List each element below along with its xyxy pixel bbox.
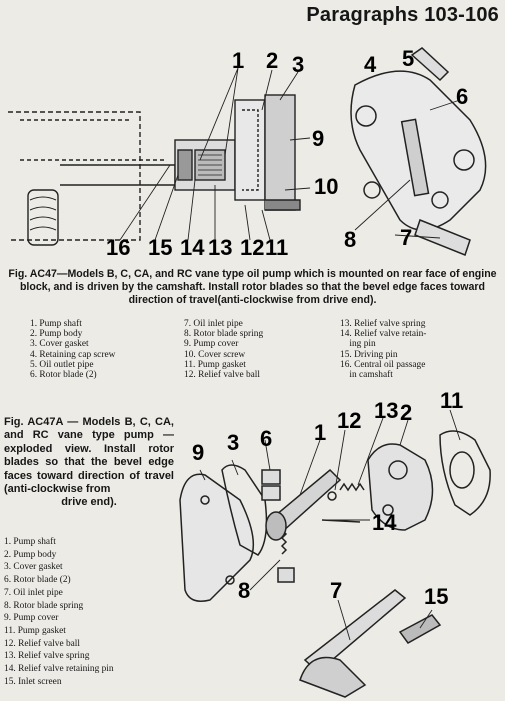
relief-valve-spring	[340, 484, 364, 490]
callout-12: 12	[337, 408, 362, 433]
part-item: 13. Relief valve spring	[340, 319, 426, 329]
rotor-blade	[278, 568, 294, 582]
callout-2: 2	[400, 400, 413, 425]
callout-7: 7	[330, 578, 343, 603]
part-item: 16. Central oil passage	[340, 359, 426, 370]
parts-list-col1	[30, 319, 115, 380]
part-item: 11. Pump gasket	[184, 359, 246, 370]
callout-1: 1	[232, 48, 245, 73]
pump-gasket	[440, 431, 490, 515]
callout-2: 2	[266, 48, 279, 73]
part-item: 8. Rotor blade spring	[4, 600, 84, 611]
part-item: 12. Relief valve ball	[4, 638, 81, 649]
part-item: 9. Pump cover	[4, 613, 59, 624]
callout-5: 5	[402, 46, 415, 71]
part-item: 11. Pump gasket	[4, 625, 66, 636]
callout-3: 3	[227, 430, 240, 455]
figure-ac47-drawing	[0, 40, 505, 265]
pump-end-view	[351, 48, 486, 255]
part-item: 5. Oil outlet pipe	[30, 359, 94, 370]
figure-ac47-caption: Fig. AC47—Models B, C, CA, and RC vane type oil pump which is mounted on rear face of engine block, and is driven by the camshaft. Install rotor blades so that the bevel edge faces toward direction of travel(anti-clockwise from drive end).	[8, 268, 497, 306]
callout-10: 10	[314, 174, 339, 199]
part-item: 1. Pump shaft	[4, 537, 56, 547]
rotor-blade	[262, 486, 280, 500]
parts-list-col3	[340, 319, 426, 380]
part-item: 6. Rotor blade (2)	[4, 575, 71, 586]
part-item: 1. Pump shaft	[30, 319, 82, 329]
inlet-screen	[400, 615, 440, 643]
part-item: 2. Pump body	[30, 329, 83, 340]
callout-8: 8	[238, 578, 251, 603]
page-header: Paragraphs 103-106	[306, 4, 499, 26]
part-item: 14. Relief valve retain-	[340, 329, 427, 340]
callout-4: 4	[364, 52, 377, 77]
parts-list-col2	[184, 319, 263, 380]
callout-3: 3	[292, 52, 305, 77]
callout-14: 14	[372, 510, 397, 535]
relief-valve-ball	[328, 492, 336, 500]
part-item: 15. Inlet screen	[4, 676, 62, 687]
part-item: 12. Relief valve ball	[184, 370, 261, 381]
part-item: 15. Driving pin	[340, 349, 398, 360]
callout-6: 6	[260, 426, 273, 451]
callout-7: 7	[400, 225, 413, 250]
figure-ac47a-exploded-drawing	[170, 380, 505, 701]
callout-15: 15	[424, 584, 449, 609]
callout-14: 14	[180, 235, 205, 260]
pump-cover-side	[265, 95, 295, 210]
part-item: 9. Pump cover	[184, 339, 239, 350]
part-item: 10. Cover screw	[184, 349, 246, 360]
callout-9: 9	[312, 126, 325, 151]
rotor-blade	[262, 470, 280, 484]
callout-8: 8	[344, 227, 357, 252]
part-item: 7. Oil inlet pipe	[184, 319, 243, 329]
callout-11: 11	[440, 388, 464, 413]
part-item: 2. Pump body	[4, 549, 57, 560]
part-item: 4. Retaining cap screw	[30, 349, 116, 360]
callout-9: 9	[192, 440, 205, 465]
part-item: in camshaft	[340, 370, 393, 381]
callout-1: 1	[314, 420, 327, 445]
part-item: 6. Rotor blade (2)	[30, 370, 97, 381]
part-item: 3. Cover gasket	[30, 339, 89, 350]
callout-13: 13	[208, 235, 233, 260]
pump-body-side	[235, 100, 265, 200]
figure-ac47a-caption	[4, 416, 174, 510]
part-item: 13. Relief valve spring	[4, 651, 90, 662]
callout-11: 11	[265, 235, 289, 260]
callout-12: 12	[240, 235, 265, 260]
callout-6: 6	[456, 84, 469, 109]
parts-list-fig2	[4, 536, 114, 688]
part-item: ing pin	[340, 339, 376, 350]
callout-15: 15	[148, 235, 173, 260]
part-item: 8. Rotor blade spring	[184, 329, 264, 340]
part-item: 14. Relief valve retaining pin	[4, 664, 114, 675]
figure-ac47a-caption-end: drive end).	[61, 496, 117, 509]
part-item: 7. Oil inlet pipe	[4, 587, 63, 598]
part-item: 3. Cover gasket	[4, 562, 63, 573]
figure-ac47a-caption-text: Fig. AC47A — Models B, C, CA, and RC vane type pump —exploded view. Install rotor blades so that the bevel edge faces toward direction of travel (anti-clockwise from	[4, 416, 174, 496]
callout-16: 16	[106, 235, 131, 260]
callout-13: 13	[374, 398, 399, 423]
